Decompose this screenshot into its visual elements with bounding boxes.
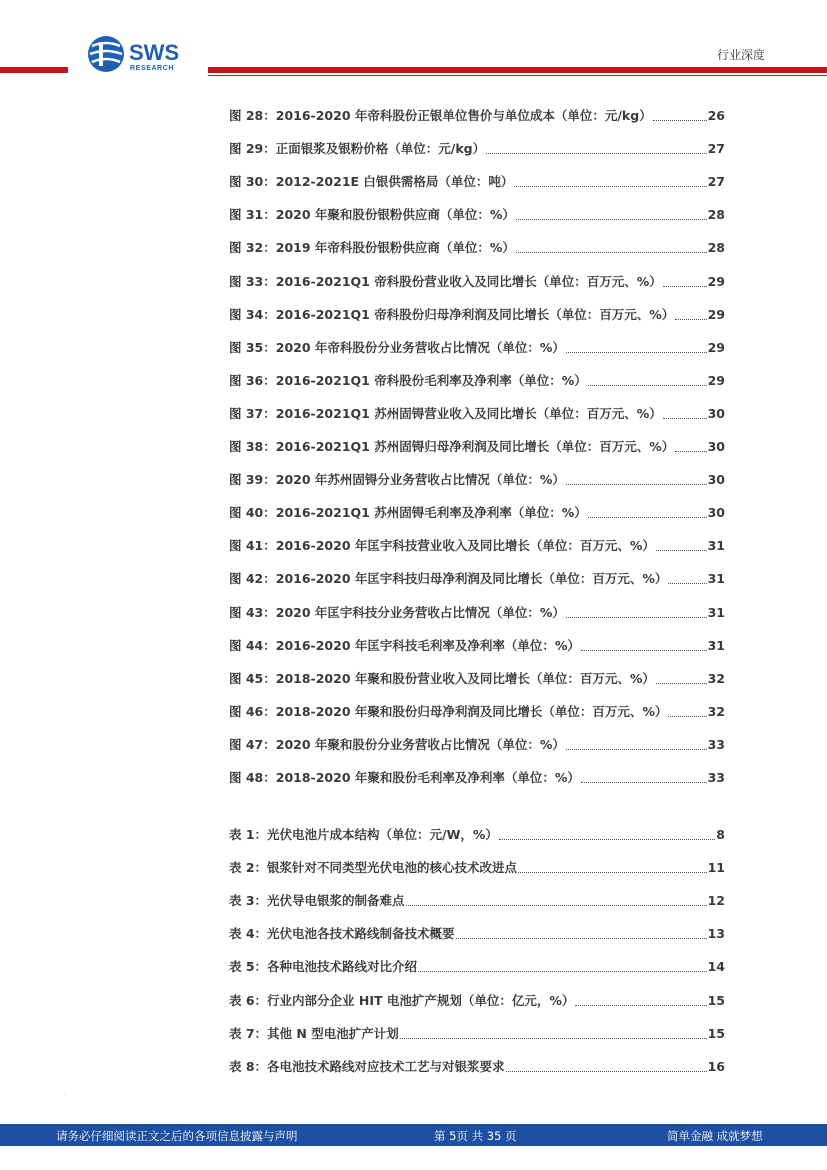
entry-page-number: 30 <box>707 405 725 421</box>
dot-leader <box>566 484 707 485</box>
figure-entry[interactable] <box>229 338 725 358</box>
entry-label: 表 2：银浆针对不同类型光伏电池的核心技术改进点 <box>229 860 518 876</box>
section-label: 行业深度 <box>716 48 765 62</box>
figure-entry[interactable] <box>229 503 725 523</box>
dot-leader <box>499 839 715 840</box>
figure-entry[interactable] <box>229 636 725 656</box>
entry-label: 图 28：2016-2020 年帝科股份正银单位售价与单位成本（单位：元/kg） <box>229 108 652 123</box>
figure-entry[interactable] <box>229 470 725 490</box>
entry-page-number: 31 <box>707 604 725 620</box>
entry-page-number: 15 <box>707 992 725 1008</box>
entry-label: 图 32：2019 年帝科股份银粉供应商（单位：%） <box>229 240 515 256</box>
sws-globe-icon <box>88 36 124 72</box>
entry-label: 图 31：2020 年聚和股份银粉供应商（单位：%） <box>229 207 515 223</box>
entry-page-number: 29 <box>707 306 725 322</box>
figure-entry[interactable] <box>229 272 725 292</box>
entry-label: 表 6：行业内部分企业 HIT 电池扩产规划（单位：亿元，%） <box>229 992 575 1008</box>
entry-label: 图 34：2016-2021Q1 帝科股份归母净利润及同比增长（单位：百万元、%） <box>229 306 675 322</box>
dot-leader <box>406 905 707 906</box>
dot-leader <box>675 451 706 452</box>
figure-entry[interactable] <box>229 404 725 424</box>
entry-page-number: 26 <box>707 108 725 123</box>
dot-leader <box>566 617 707 618</box>
figure-entry[interactable] <box>229 603 725 623</box>
table-entry[interactable] <box>229 991 725 1011</box>
entry-page-number: 12 <box>707 893 725 909</box>
dot-leader <box>418 971 707 972</box>
dot-leader <box>514 186 706 187</box>
footer-slogan: 简单金融 成就梦想 <box>667 1129 763 1143</box>
logo-subtext: RESEARCH <box>130 65 175 72</box>
entry-label: 表 4：光伏电池各技术路线制备技术概要 <box>229 926 455 942</box>
dot-leader <box>575 1005 706 1006</box>
dot-leader <box>400 1038 707 1039</box>
entry-page-number: 28 <box>707 240 725 256</box>
dot-leader <box>656 683 707 684</box>
entry-page-number: 15 <box>707 1025 725 1041</box>
header-rule-left <box>0 67 68 73</box>
entry-page-number: 31 <box>707 538 725 554</box>
dot-leader <box>581 782 707 783</box>
dot-leader <box>581 650 707 651</box>
entry-label: 图 44：2016-2020 年匡宇科技毛利率及净利率（单位：%） <box>229 637 580 653</box>
entry-label: 图 38：2016-2021Q1 苏州固锝归母净利润及同比增长（单位：百万元、%） <box>229 439 675 454</box>
entry-page-number: 16 <box>707 1058 725 1074</box>
entry-page-number: 8 <box>716 827 725 842</box>
figure-entry[interactable] <box>229 172 725 192</box>
entry-label: 图 48：2018-2020 年聚和股份毛利率及净利率（单位：%） <box>229 770 580 785</box>
entry-label: 图 46：2018-2020 年聚和股份归母净利润及同比增长（单位：百万元、%） <box>229 703 668 719</box>
dot-leader <box>516 219 707 220</box>
entry-label: 图 41：2016-2020 年匡宇科技营业收入及同比增长（单位：百万元、%） <box>229 538 655 554</box>
dot-leader <box>516 252 707 253</box>
figure-entry[interactable] <box>229 205 725 225</box>
table-entry[interactable] <box>229 825 725 845</box>
entry-page-number: 29 <box>707 372 725 388</box>
dot-leader <box>656 550 707 551</box>
entry-label: 表 7：其他 N 型电池扩产计划 <box>229 1025 399 1041</box>
entry-page-number: 31 <box>707 571 725 587</box>
entry-page-number: 13 <box>707 926 725 942</box>
entry-page-number: 30 <box>707 505 725 521</box>
sws-logo <box>86 34 196 76</box>
page-header <box>0 0 827 80</box>
dot-leader <box>486 153 707 154</box>
logo-text: SWS <box>129 40 180 65</box>
table-entry[interactable] <box>229 1024 725 1044</box>
table-entry[interactable] <box>229 957 725 977</box>
entry-page-number: 27 <box>707 141 725 157</box>
header-rule-thin <box>208 75 827 76</box>
entry-page-number: 31 <box>707 637 725 653</box>
dot-leader <box>663 286 707 287</box>
entry-page-number: 32 <box>707 703 725 719</box>
dot-leader <box>668 583 706 584</box>
entry-page-number: 29 <box>707 273 725 289</box>
dot-leader <box>588 385 707 386</box>
entry-page-number: 28 <box>707 207 725 223</box>
figure-entry[interactable] <box>229 702 725 722</box>
dot-leader <box>675 319 706 320</box>
dot-leader <box>668 716 706 717</box>
header-rule-right <box>208 67 827 73</box>
entry-label: 表 5：各种电池技术路线对比介绍 <box>229 959 418 975</box>
figure-entry[interactable] <box>229 669 725 689</box>
page-mark: · <box>64 1090 67 1099</box>
entry-page-number: 27 <box>707 174 725 190</box>
figure-entry[interactable] <box>229 106 725 126</box>
figure-entry[interactable] <box>229 139 725 159</box>
entry-label: 图 33：2016-2021Q1 帝科股份营业收入及同比增长（单位：百万元、%） <box>229 273 662 289</box>
entry-label: 图 30：2012-2021E 白银供需格局（单位：吨） <box>229 174 514 190</box>
footer-disclaimer: 请务必仔细阅读正文之后的各项信息披露与声明 <box>56 1129 298 1143</box>
figure-entry[interactable] <box>229 735 725 755</box>
entry-label: 图 45：2018-2020 年聚和股份营业收入及同比增长（单位：百万元、%） <box>229 670 655 686</box>
dot-leader <box>588 517 707 518</box>
figure-entry[interactable] <box>229 238 725 258</box>
entry-page-number: 30 <box>707 439 725 454</box>
dot-leader <box>663 418 707 419</box>
footer-page-info: 第 5页 共 35 页 <box>434 1129 517 1143</box>
page-footer <box>0 1124 827 1146</box>
entry-page-number: 29 <box>707 339 725 355</box>
entry-label: 图 47：2020 年聚和股份分业务营收占比情况（单位：%） <box>229 736 565 752</box>
dot-leader <box>518 872 707 873</box>
entry-label: 图 29：正面银浆及银粉价格（单位：元/kg） <box>229 141 486 157</box>
entry-label: 图 40：2016-2021Q1 苏州固锝毛利率及净利率（单位：%） <box>229 505 587 521</box>
entry-label: 表 8：各电池技术路线对应技术工艺与对银浆要求 <box>229 1058 505 1074</box>
table-entry[interactable] <box>229 858 725 878</box>
dot-leader <box>456 938 707 939</box>
entry-label: 表 3：光伏导电银浆的制备难点 <box>229 893 405 909</box>
figure-entry[interactable] <box>229 371 725 391</box>
figure-entry[interactable] <box>229 768 725 788</box>
dot-leader <box>506 1071 707 1072</box>
entry-page-number: 11 <box>707 860 725 876</box>
dot-leader <box>653 120 707 121</box>
entry-page-number: 33 <box>707 736 725 752</box>
table-entry[interactable] <box>229 1057 725 1077</box>
figure-entry[interactable] <box>229 305 725 325</box>
dot-leader <box>566 749 707 750</box>
entry-label: 表 1：光伏电池片成本结构（单位：元/W，%） <box>229 827 498 842</box>
dot-leader <box>566 352 707 353</box>
figure-entry[interactable] <box>229 437 725 457</box>
figure-entry[interactable] <box>229 569 725 589</box>
entry-label: 图 36：2016-2021Q1 帝科股份毛利率及净利率（单位：%） <box>229 372 587 388</box>
entry-label: 图 35：2020 年帝科股份分业务营收占比情况（单位：%） <box>229 339 565 355</box>
entry-page-number: 14 <box>707 959 725 975</box>
entry-label: 图 43：2020 年匡宇科技分业务营收占比情况（单位：%） <box>229 604 565 620</box>
figure-entry[interactable] <box>229 536 725 556</box>
entry-label: 图 37：2016-2021Q1 苏州固锝营业收入及同比增长（单位：百万元、%） <box>229 405 662 421</box>
entry-page-number: 33 <box>707 770 725 785</box>
entry-label: 图 42：2016-2020 年匡宇科技归母净利润及同比增长（单位：百万元、%） <box>229 571 668 587</box>
entry-label: 图 39：2020 年苏州固锝分业务营收占比情况（单位：%） <box>229 472 565 488</box>
entry-page-number: 32 <box>707 670 725 686</box>
entry-page-number: 30 <box>707 472 725 488</box>
table-entry[interactable] <box>229 891 725 911</box>
table-entry[interactable] <box>229 924 725 944</box>
